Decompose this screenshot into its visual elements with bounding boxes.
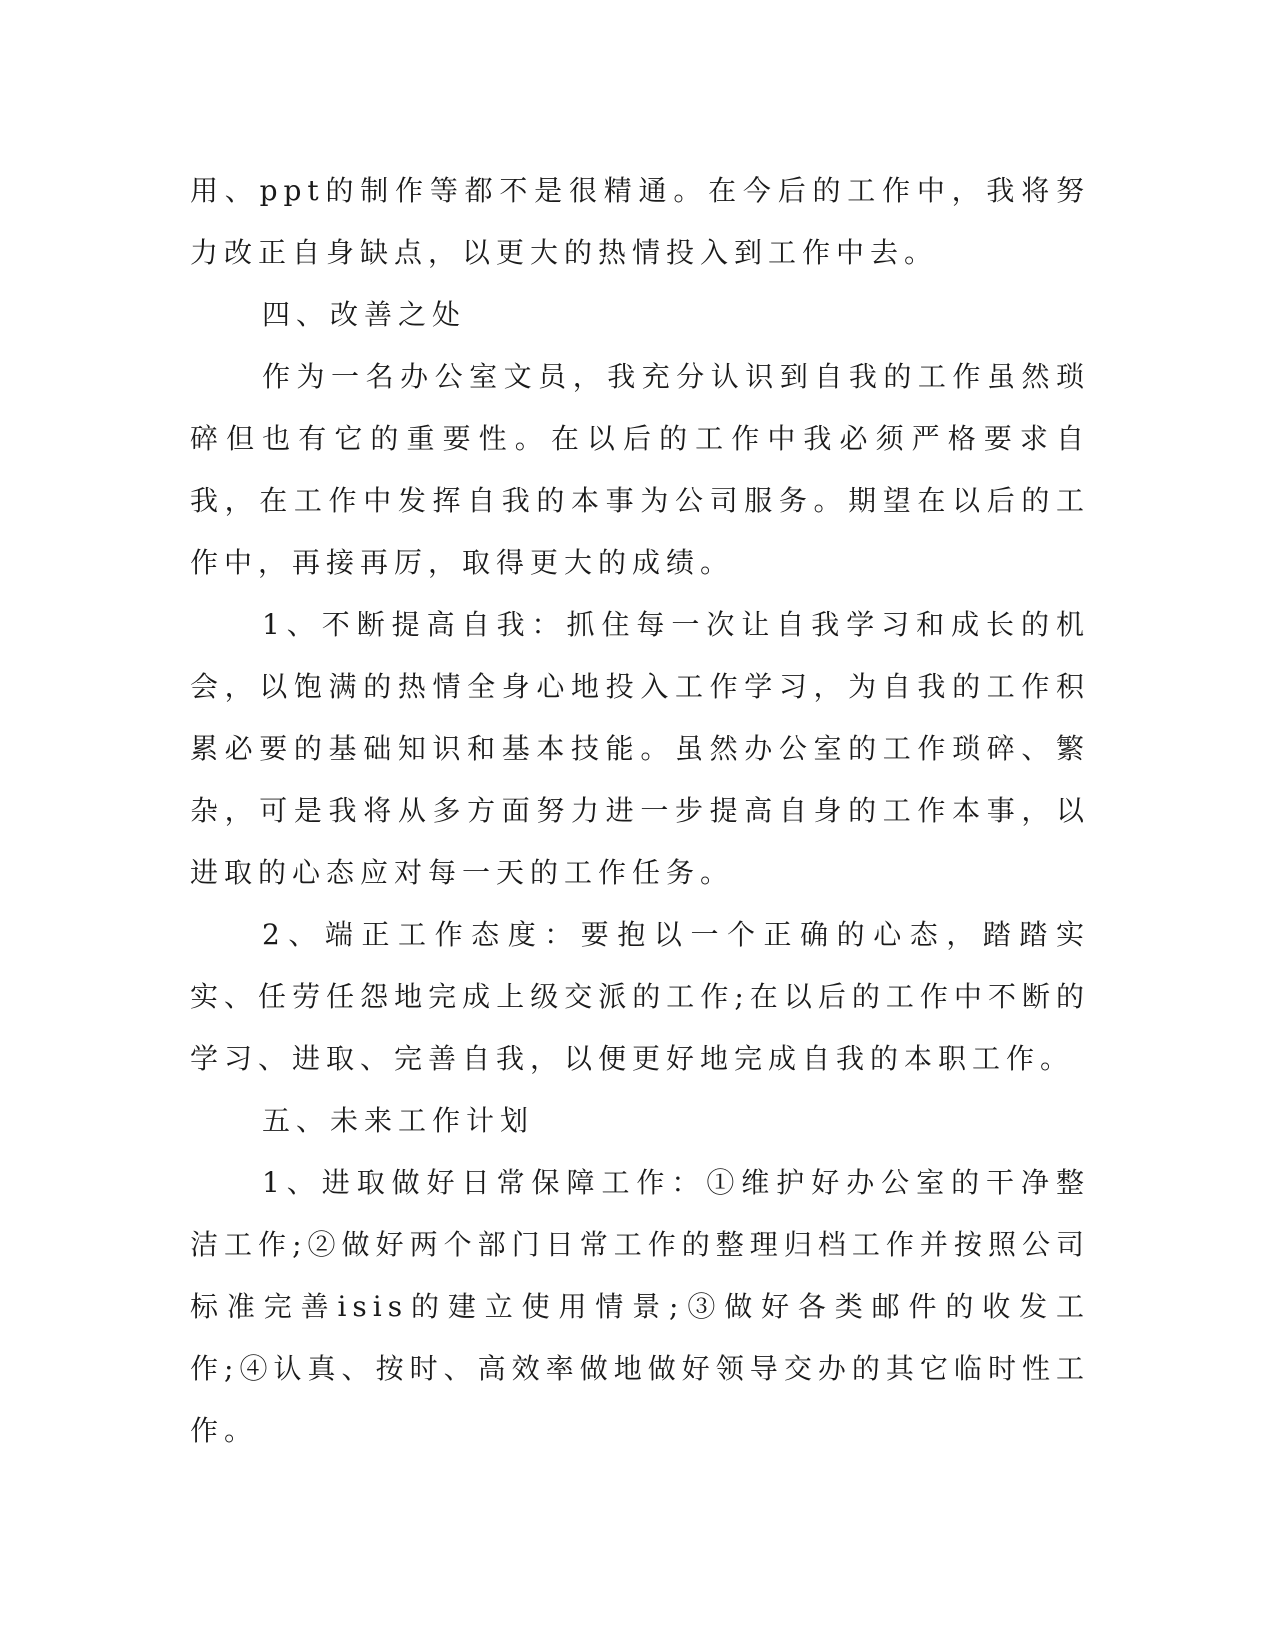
section-heading-improvements: 四、改善之处 — [262, 298, 467, 331]
document-body — [190, 160, 1090, 1462]
paragraph-improvements-intro: 作为一名办公室文员，我充分认识到自我的工作虽然琐碎但也有它的重要性。在以后的工作中我必须严格要求自我，在工作中发挥自我的本事为公司服务。期望在以后的工作中，再接再厉，取得更大的成绩。 — [190, 360, 1090, 579]
paragraph-improvement-2: 2、端正工作态度：要抱以一个正确的心态，踏踏实实、任劳任怨地完成上级交派的工作;在以后的工作中不断的学习、进取、完善自我，以便更好地完成自我的本职工作。 — [190, 918, 1090, 1075]
paragraph-continuation: 用、ppt的制作等都不是很精通。在今后的工作中，我将努力改正自身缺点，以更大的热情投入到工作中去。 — [190, 174, 1090, 269]
paragraph-future-plan-1: 1、进取做好日常保障工作：①维护好办公室的干净整洁工作;②做好两个部门日常工作的整理归档工作并按照公司标准完善isis的建立使用情景;③做好各类邮件的收发工作;④认真、按时、高效率做地做好领导交办的其它临时性工作。 — [190, 1166, 1090, 1447]
section-heading-future-plan: 五、未来工作计划 — [262, 1104, 535, 1137]
paragraph-improvement-1: 1、不断提高自我：抓住每一次让自我学习和成长的机会，以饱满的热情全身心地投入工作学习，为自我的工作积累必要的基础知识和基本技能。虽然办公室的工作琐碎、繁杂，可是我将从多方面努力进一步提高自身的工作本事，以进取的心态应对每一天的工作任务。 — [190, 608, 1090, 889]
